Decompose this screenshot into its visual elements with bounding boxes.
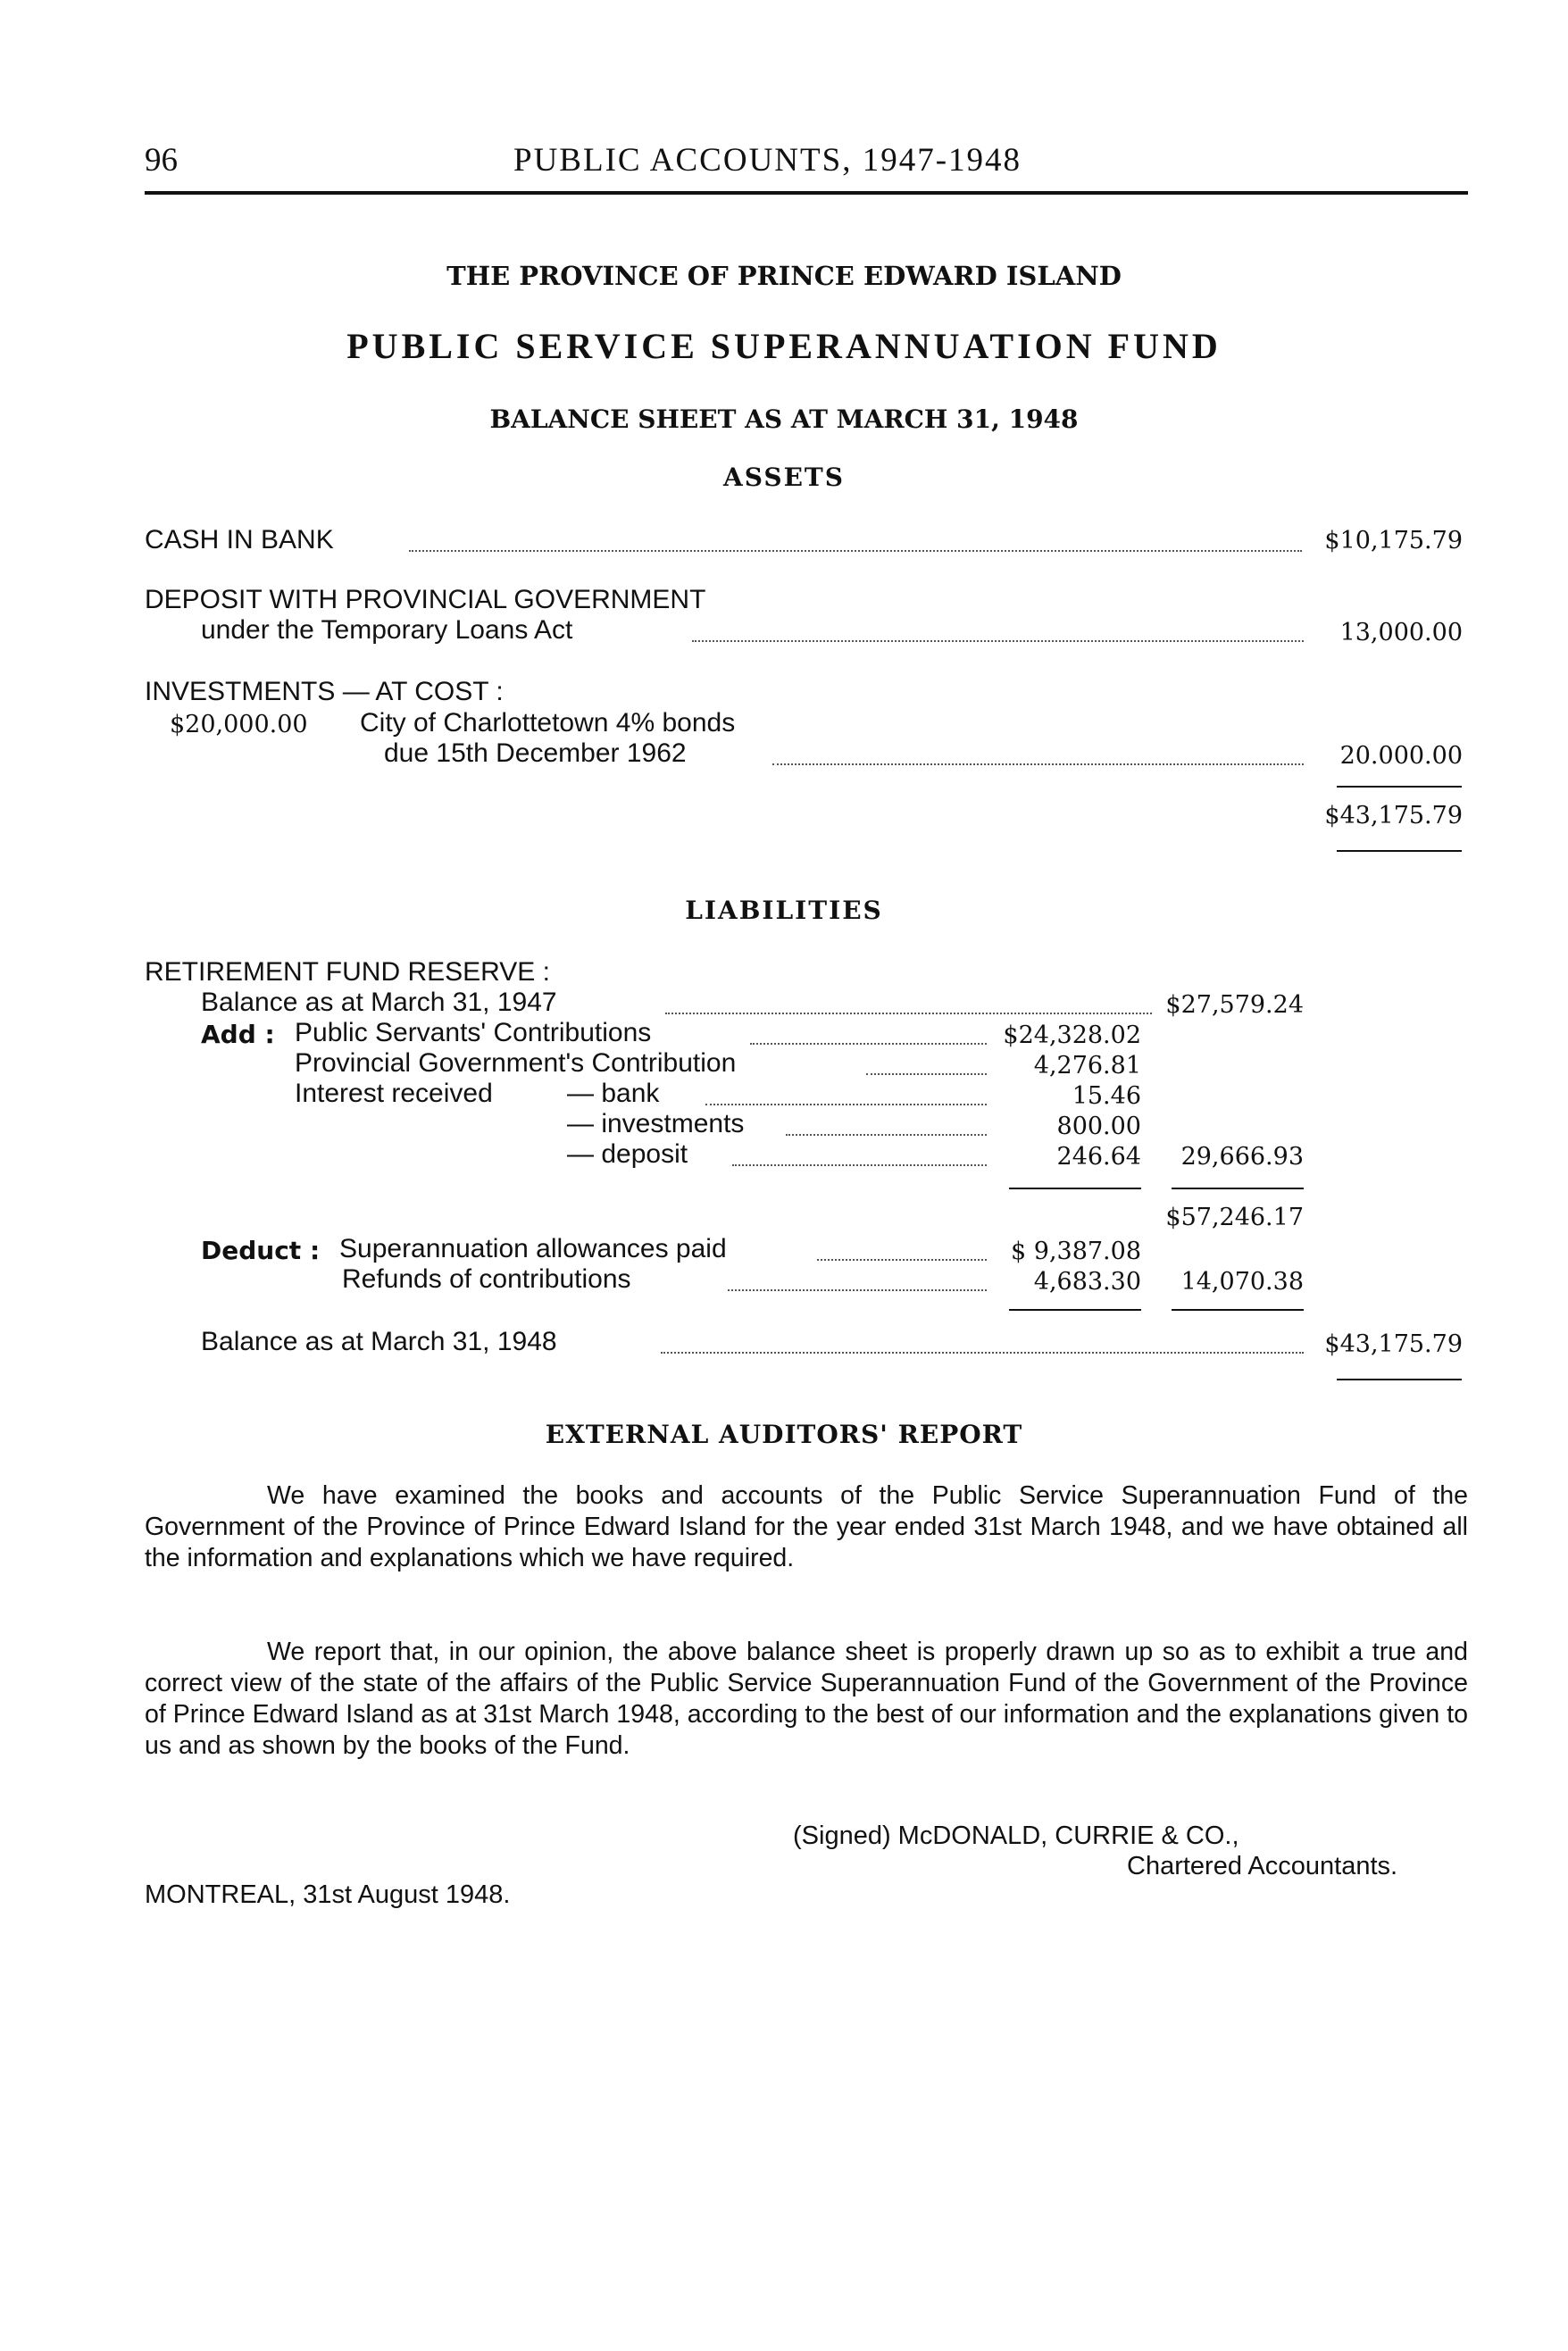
public-servants-contributions-label: Public Servants' Contributions [295,1018,652,1047]
deposit-amount: 13,000.00 [1339,619,1463,646]
allowances-label: Superannuation allowances paid [339,1234,727,1263]
total-double-rule [1337,850,1462,852]
investment-description: City of Charlottetown 4% bonds [360,708,736,738]
cash-label: CASH IN BANK [145,525,334,554]
deduct-label [201,1236,320,1265]
government-contribution-amount: 4,276.81 [1033,1052,1141,1080]
page-number: 96 [145,142,178,179]
place-and-date: MONTREAL, 31st August 1948. [145,1880,511,1909]
assets-total: $43,175.79 [1324,802,1463,830]
total-rule [1337,786,1462,788]
interest-deposit-amount: 246.64 [1056,1143,1141,1171]
add-colon: : [264,1020,275,1049]
report-paragraph [145,1637,1468,1762]
add-word: Add [201,1020,256,1049]
reserve-label: RETIREMENT FUND RESERVE : [145,957,550,987]
investment-amount: 20.000.00 [1339,742,1463,770]
interest-received-label: Interest received [295,1079,493,1108]
refunds-amount: 4,683.30 [1033,1268,1141,1296]
interest-bank-label: — bank [567,1079,660,1108]
investment-description-line2: due 15th December 1962 [384,738,687,768]
opening-balance-amount: $27,579.24 [1165,991,1304,1019]
liabilities-heading: LIABILITIES [685,896,883,925]
leader-dots [817,1259,987,1261]
leader-dots [705,1104,987,1105]
cash-amount: $10,175.79 [1324,527,1463,554]
closing-rule [1337,1379,1462,1380]
leader-dots [728,1289,987,1291]
opening-balance-label: Balance as at March 31, 1947 [201,988,557,1017]
subtotal-amount: $57,246.17 [1165,1204,1304,1231]
balance-sheet-heading: BALANCE SHEET AS AT MARCH 31, 1948 [489,404,1079,434]
deposit-label: DEPOSIT WITH PROVINCIAL GOVERNMENT [145,585,706,614]
closing-balance-label: Balance as at March 31, 1948 [201,1327,557,1356]
add-label [201,1020,275,1049]
report-paragraph [145,1480,1468,1574]
deductions-rule [1172,1309,1304,1311]
interest-bank-amount: 15.46 [1072,1082,1141,1110]
leader-dots [732,1164,987,1166]
leader-dots [409,550,1302,552]
assets-heading: ASSETS [723,463,845,492]
leader-dots [772,763,1304,765]
public-servants-contributions-amount: $24,328.02 [1003,1021,1141,1049]
leader-dots [692,640,1304,642]
fund-heading: PUBLIC SERVICE SUPERANNUATION FUND [346,326,1222,366]
signature-line: (Signed) McDONALD, CURRIE & CO., [793,1822,1239,1850]
leader-dots [750,1043,987,1045]
deposit-label-line2: under the Temporary Loans Act [201,615,573,645]
deduct-colon: : [309,1236,321,1265]
closing-balance-amount: $43,175.79 [1324,1330,1463,1358]
report-paragraph-2: We report that, in our opinion, the above balance sheet is properly drawn up so as to exhibit a true and correct view of the state of the affairs of the Public Service Superannuation Fund of the Government of the Province of Prince Edward Island as at 31st March 1948, according to the best of our information and the explanations given to us and as shown by the books of the Fund. [145,1638,1468,1760]
investment-par-value: $20,000.00 [170,711,308,738]
deduct-word: Deduct [201,1236,302,1265]
province-heading: THE PROVINCE OF PRINCE EDWARD ISLAND [446,261,1122,291]
report-paragraph-1: We have examined the books and accounts of the Public Service Superannuation Fund of the Government of the Province of Prince Edward Island for the year ended 31st March 1948, and we have obtained all the information and explanations which we have required. [145,1481,1468,1572]
deductions-total: 14,070.38 [1180,1268,1304,1296]
subtotal-rule [1172,1188,1304,1189]
deductions-rule [1009,1309,1141,1311]
additions-total: 29,666.93 [1180,1143,1304,1171]
leader-dots [786,1134,987,1136]
signer-title: Chartered Accountants. [1127,1852,1398,1880]
refunds-label: Refunds of contributions [342,1264,631,1294]
interest-investments-label: — investments [567,1109,745,1138]
interest-investments-amount: 800.00 [1056,1113,1141,1140]
running-title: PUBLIC ACCOUNTS, 1947-1948 [513,142,1022,179]
investments-label: INVESTMENTS — AT COST : [145,677,504,706]
header-rule [145,191,1468,195]
government-contribution-label: Provincial Government's Contribution [295,1048,737,1078]
auditors-report-heading: EXTERNAL AUDITORS' REPORT [545,1420,1023,1449]
allowances-amount: $ 9,387.08 [1011,1238,1141,1265]
interest-deposit-label: — deposit [567,1139,688,1169]
leader-dots [665,1013,1152,1014]
subtotal-rule [1009,1188,1141,1189]
leader-dots [661,1352,1304,1354]
